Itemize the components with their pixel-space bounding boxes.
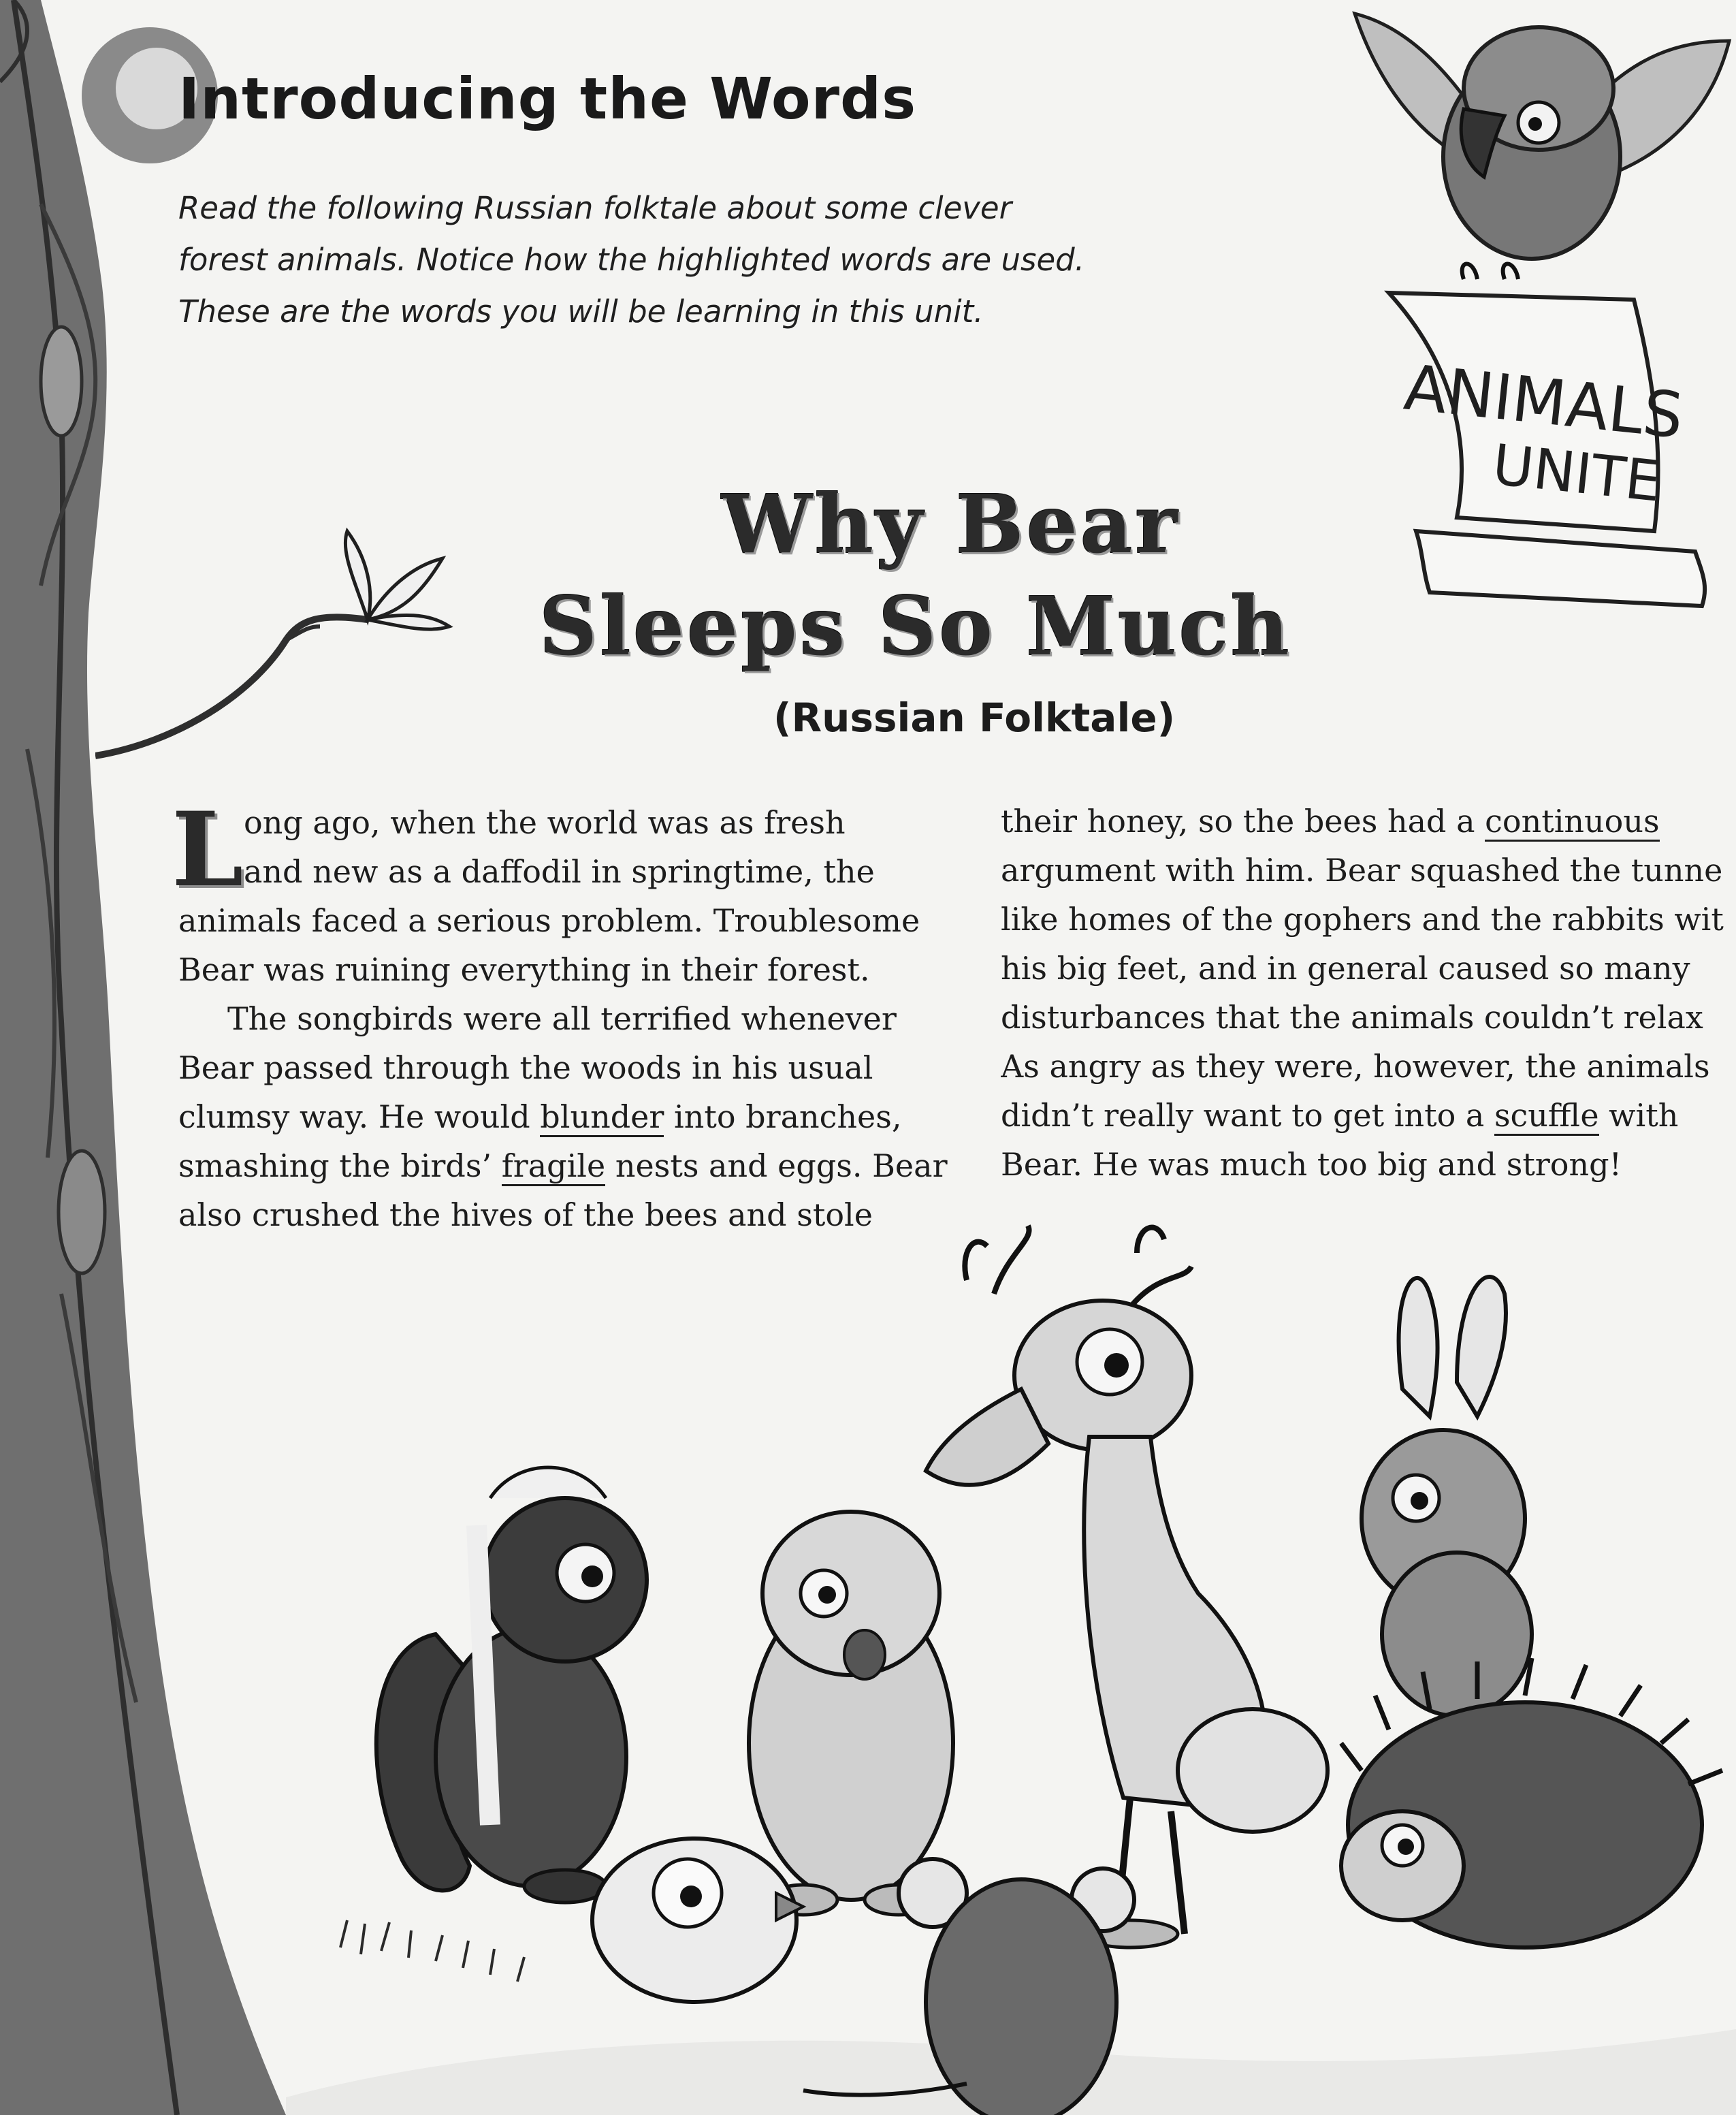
deer-illustration	[926, 1226, 1328, 1947]
intro-line: forest animals. Notice how the highlighted words are used.	[178, 242, 1085, 278]
story-line: argument with him. Bear squashed the tunne	[1001, 852, 1723, 889]
story-line: also crushed the hives of the bees and stole	[178, 1196, 873, 1233]
story-line: Bear passed through the woods in his usual	[178, 1049, 873, 1086]
vocab-word-scuffle: scuffle	[1494, 1097, 1599, 1136]
story-subtitle: (Russian Folktale)	[773, 695, 1176, 741]
intro-text	[178, 182, 1240, 338]
page-title: Introducing the Words	[178, 65, 917, 132]
story-text: didn’t really want to get into a	[1001, 1097, 1494, 1134]
story-line: disturbances that the animals couldn’t relax	[1001, 999, 1703, 1036]
story-line	[1001, 1091, 1736, 1140]
bird-illustration	[592, 1839, 803, 2002]
story-title-line2: Sleeps So Much	[539, 579, 1292, 673]
intro-line: These are the words you will be learning in this unit.	[178, 293, 984, 330]
story-text: clumsy way. He would	[178, 1098, 541, 1135]
porcupine-illustration	[1341, 1658, 1722, 1947]
gopher-illustration	[749, 1512, 953, 1915]
story-line: Bear was ruining everything in their forest.	[178, 951, 870, 988]
story-line: animals faced a serious problem. Troublesome	[178, 902, 920, 939]
story-text: their honey, so the bees had a	[1001, 803, 1485, 840]
rabbit-illustration	[1362, 1277, 1532, 1716]
story-line	[178, 1092, 961, 1141]
story-line	[178, 1141, 961, 1190]
branch-illustration	[95, 524, 463, 769]
story-line: ong ago, when the world was as fresh	[244, 804, 846, 841]
story-line	[1001, 797, 1736, 846]
story-title-line1: Why Bear	[722, 477, 1180, 571]
banner-line2: UNITE	[1489, 432, 1664, 515]
story-line: his big feet, and in general caused so many	[1001, 950, 1690, 987]
banner-line1: ANIMALS	[1400, 351, 1687, 453]
story-text: smashing the birds’	[178, 1147, 502, 1184]
banner-scroll	[1375, 272, 1729, 626]
forest-animals-illustration	[286, 1212, 1736, 2115]
vocab-word-continuous: continuous	[1485, 803, 1659, 842]
drop-cap: L	[172, 790, 244, 910]
vocab-word-blunder: blunder	[540, 1098, 664, 1137]
story-line: The songbirds were all terrified whenever	[227, 1000, 897, 1037]
story-column-right	[1001, 797, 1736, 1189]
story-line: As angry as they were, however, the animals	[1001, 1048, 1710, 1085]
skunk-illustration	[376, 1467, 647, 1903]
story-line: Bear. He was much too big and strong!	[1001, 1146, 1622, 1183]
story-line: like homes of the gophers and the rabbits wit	[1001, 901, 1724, 938]
story-text: nests and eggs. Bear	[605, 1147, 948, 1184]
story-column-left	[178, 798, 961, 1239]
story-text: into branches,	[664, 1098, 902, 1135]
story-text: with	[1598, 1097, 1679, 1134]
vocab-word-fragile: fragile	[502, 1147, 606, 1186]
story-line: and new as a daffodil in springtime, the	[244, 853, 875, 890]
intro-line: Read the following Russian folktale about some clever	[178, 190, 1012, 226]
